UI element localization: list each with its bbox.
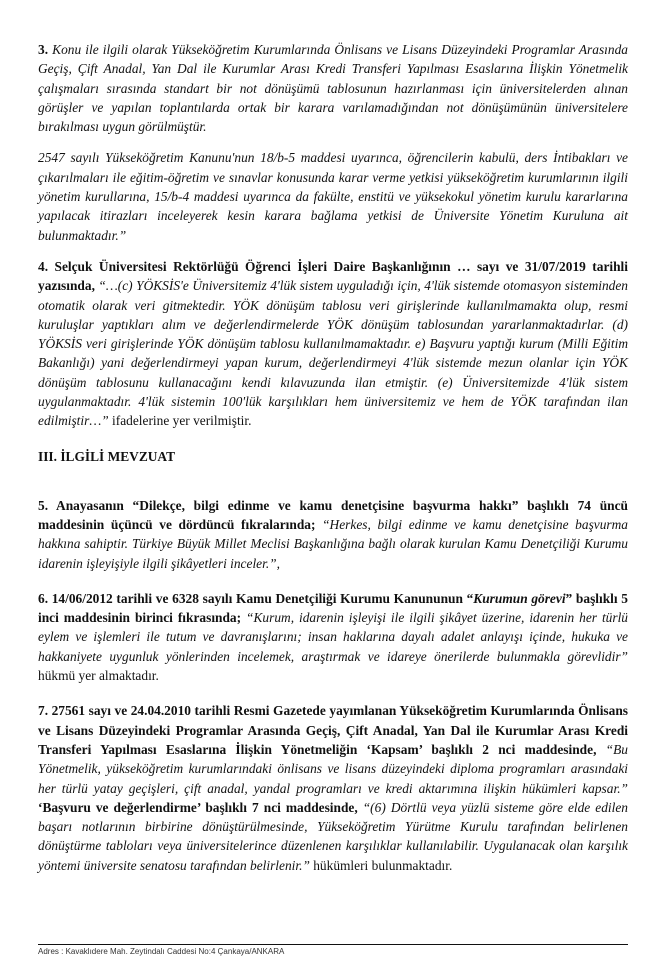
paragraph-4-tail: ifadelerine yer verilmiştir. <box>108 413 252 429</box>
quote-2547-text: 2547 sayılı Yükseköğretim Kanunu'nun 18/b-5 maddesi uyarınca, öğrencilerin kabulü, ders İntibakları ve çıkarılmaları ile eğitim-öğretim ve sınavlar konusunda karar verme yetkisi yükseköğretim kurumlarının ilgili yönetim kurullarına, 15/b-4 maddesi uyarınca da fakülte, enstitü ve yüksekokul yönetim kurulu kararlarına yapılacak itirazları inceleyerek kesin karara bağlama yetkisi de Üniversite Yönetim Kuruluna ait bulunmaktadır.” <box>38 150 628 243</box>
paragraph-6-tail: hükmü yer almaktadır. <box>38 668 159 684</box>
paragraph-7-quote-2: “(6) Dörtlü veya yüzlü sisteme göre elde edilen başarı notlarının birbirine dönüştürülmesinde, Yükseköğretim Yürütme Kurulu tarafından belirlenen dönüştürme tabloları veya üniversitelerince düzenlenen karşılıklar kullanılabilir. Uygulanacak olan karşılık yöntemi üniversite senatosu tarafından belirlenir.” <box>38 799 628 873</box>
section-heading: III. İLGİLİ MEVZUAT <box>38 448 176 464</box>
paragraph-6-quote: “Kurum, idarenin işleyişi ile ilgili şikâyet üzerine, idarenin her türlü eylem ve işlemleri ile tutum ve davranışlarını; insan haklarına dayalı adalet anlayışı içinde, hukuka ve hakkaniyete uygunluk yönlerinden incelemek, araştırmak ve idareye önerilerde bulunmakla görevlidir” <box>38 610 628 664</box>
paragraph-7-mid: ‘Başvuru ve değerlendirme’ başlıklı 7 nci maddesinde, <box>38 799 358 815</box>
paragraph-7-tail: hükümleri bulunmaktadır. <box>309 857 453 873</box>
paragraph-7 <box>38 701 628 875</box>
paragraph-7-lead: 7. 27561 sayı ve 24.04.2010 tarihli Resmi Gazetede yayımlanan Yükseköğretim Kurumlarında Önlisans ve Lisans Düzeyindeki Programlar Arasında Geçiş, Çift Anadal, Yan Dal ile Kurumlar Arası Kredi Transferi Yapılması Esaslarına İlişkin Yönetmeliğin ‘Kapsam’ başlıklı 2 nci maddesinde, <box>38 703 628 757</box>
document-page <box>38 40 628 875</box>
paragraph-5-lead: 5. Anayasanın “Dilekçe, bilgi edinme ve kamu denetçisine başvurma hakkı” başlıklı 74 üncü maddesinin üçüncü ve dördüncü fıkralarında; <box>38 497 628 532</box>
paragraph-5 <box>38 496 628 573</box>
paragraph-6-lead-b: ” başlıklı 5 inci maddesinin birinci fıkrasında; <box>38 590 628 626</box>
paragraph-7-quote-1: “Bu Yönetmelik, yükseköğretim kurumlarındaki önlisans ve lisans düzeyindeki diploma programları arasındaki her türlü yatay geçişleri, çift anadal, yandal programları ve kredi aktarımına ilişkin hükümleri kapsar.” <box>38 741 629 796</box>
paragraph-4 <box>38 257 628 431</box>
paragraph-6-lead-a: 6. 14/06/2012 tarihli ve 6328 sayılı Kamu Denetçiliği Kurumu Kanununun “ <box>38 590 474 606</box>
paragraph-3-number: 3. <box>38 42 49 57</box>
paragraph-4-quote: “…(c) YÖKSİS'e Üniversitemiz 4'lük sistem uyguladığı için, 4'lük sistemde otomasyon sisteminden otomatik olarak veri gitmektedir. YÖK dönüşüm tablosu veri girişlerinde kullanılmamakta olup, resmi kuruluşlar yaptıkları alım ve değerlendirmelerde YÖK dönüşüm tablosundan yararlanmaktadırlar. (d) YÖKSİS veri girişlerinde YÖK dönüşüm tablosu kullanılmamaktadır. e) Başvuru yaptığı kurum (Milli Eğitim Bakanlığı) yani değerlendirmeyi yapan kurum, değerlendirmeyi 4'lük sistemde mezun olanlar için YÖK dönüşüm tablosunu kullanacağını kendi kılavuzunda ilan etmiştir. (e) Üniversitemizde 4'lük sistem uygulanmaktadır. 4'lük sistemin 100'lük karşılıkları hem üniversitemiz ve hem de YÖK tarafından ilan edilmiştir…” <box>38 278 628 429</box>
paragraph-5-quote: “Herkes, bilgi edinme ve kamu denetçisine başvurma hakkına sahiptir. Türkiye Büyük Millet Meclisi Başkanlığına bağlı olarak kurulan Kamu Denetçiliği Kurumu idarenin işleyişiyle ilgili şikâyetleri inceler.”, <box>38 516 628 571</box>
footer-address: Adres : Kavaklıdere Mah. Zeytindalı Caddesi No:4 Çankaya/ANKARA <box>38 947 285 956</box>
paragraph-6 <box>38 589 628 685</box>
paragraph-3-body: Konu ile ilgili olarak Yükseköğretim Kurumlarında Önlisans ve Lisans Düzeyindeki Programlar Arasında Geçiş, Çift Anadal, Yan Dal ile Kurumlar Arası Kredi Transferi Yapılması Esaslarına İlişkin Yönetmelik çalışmaları sırasında standart bir not dönüşümü tablosunun hazırlanması için üniversitelerden alınan görüşler ve yapılan toplantılarda ortak bir karara varılamadığından not dönüşümünün üniversitelere bırakılması uygun görülmüştür. <box>38 42 628 135</box>
paragraph-3 <box>38 40 628 136</box>
quote-2547-law <box>38 148 628 244</box>
footer-divider <box>38 944 628 945</box>
paragraph-4-lead: 4. Selçuk Üniversitesi Rektörlüğü Öğrenci İşleri Daire Başkanlığının … sayı ve 31/07/2019 tarihli yazısında, <box>38 258 628 294</box>
paragraph-6-lead-title: Kurumun görevi <box>473 590 566 606</box>
